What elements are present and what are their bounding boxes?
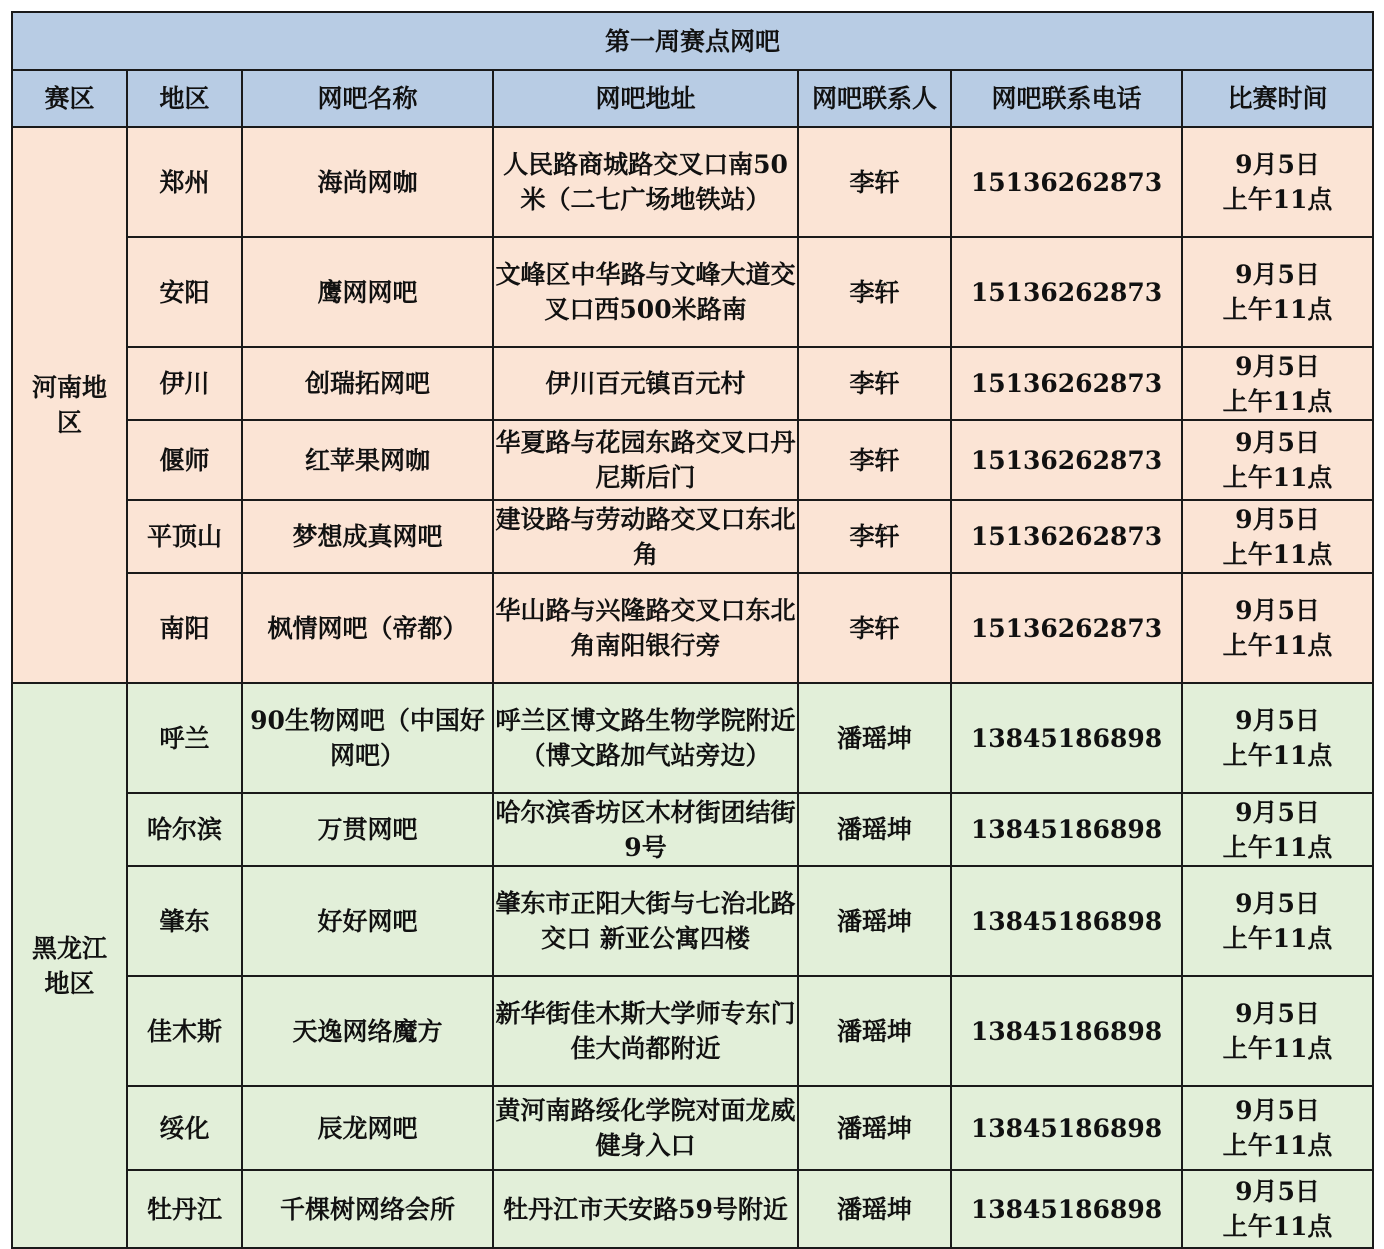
table-title: 第一周赛点网吧	[12, 12, 1373, 70]
phone-cell: 15136262873	[951, 127, 1182, 237]
contact-cell: 潘瑶坤	[798, 1170, 951, 1248]
address-cell: 哈尔滨香坊区木材街团结街9号	[493, 793, 798, 866]
region-cell: 河南地区	[12, 127, 127, 683]
table-row	[12, 573, 1373, 683]
match-hour: 上午11点	[1222, 1131, 1333, 1160]
match-hour: 上午11点	[1222, 741, 1333, 770]
match-hour: 上午11点	[1222, 386, 1333, 416]
address-cell: 建设路与劳动路交叉口东北角	[493, 500, 798, 573]
area-cell: 伊川	[127, 347, 242, 420]
table-row	[12, 127, 1373, 237]
match-hour: 上午11点	[1222, 832, 1333, 862]
match-time-cell	[1182, 347, 1373, 420]
match-time-cell	[1182, 500, 1373, 573]
address-cell: 新华街佳木斯大学师专东门佳大尚都附近	[493, 976, 798, 1086]
match-hour: 上午11点	[1222, 924, 1333, 953]
table-row	[12, 866, 1373, 976]
area-cell: 安阳	[127, 237, 242, 347]
table-row	[12, 976, 1373, 1086]
match-date: 9月5日	[1235, 150, 1320, 179]
match-time-cell	[1182, 793, 1373, 866]
area-cell: 南阳	[127, 573, 242, 683]
cafe-name-cell: 创瑞拓网吧	[242, 347, 493, 420]
contact-cell: 潘瑶坤	[798, 976, 951, 1086]
cafe-name-cell: 枫情网吧（帝都）	[242, 573, 493, 683]
phone-cell: 15136262873	[951, 500, 1182, 573]
table-row	[12, 1170, 1373, 1248]
area-cell: 偃师	[127, 420, 242, 500]
match-time-cell	[1182, 1086, 1373, 1170]
header-division: 赛区	[12, 70, 127, 127]
match-date: 9月5日	[1235, 1096, 1320, 1125]
phone-cell: 13845186898	[951, 793, 1182, 866]
cafe-name-cell: 90生物网吧（中国好网吧）	[242, 683, 493, 793]
area-cell: 郑州	[127, 127, 242, 237]
phone-cell: 15136262873	[951, 573, 1182, 683]
phone-cell: 13845186898	[951, 1086, 1182, 1170]
match-time-cell	[1182, 866, 1373, 976]
header-contact: 网吧联系人	[798, 70, 951, 127]
match-date: 9月5日	[1235, 351, 1320, 381]
cafe-name-cell: 鹰网网吧	[242, 237, 493, 347]
table-row	[12, 500, 1373, 573]
area-cell: 肇东	[127, 866, 242, 976]
table-row	[12, 1086, 1373, 1170]
address-cell: 肇东市正阳大街与七治北路交口 新亚公寓四楼	[493, 866, 798, 976]
match-time-cell	[1182, 573, 1373, 683]
match-hour: 上午11点	[1222, 463, 1333, 492]
phone-cell: 13845186898	[951, 976, 1182, 1086]
phone-cell: 15136262873	[951, 347, 1182, 420]
address-cell: 黄河南路绥化学院对面龙威健身入口	[493, 1086, 798, 1170]
address-cell: 人民路商城路交叉口南50米（二七广场地铁站）	[493, 127, 798, 237]
match-date: 9月5日	[1235, 428, 1320, 457]
cafe-name-cell: 海尚网咖	[242, 127, 493, 237]
header-phone: 网吧联系电话	[951, 70, 1182, 127]
area-cell: 绥化	[127, 1086, 242, 1170]
header-area: 地区	[127, 70, 242, 127]
match-time-cell	[1182, 127, 1373, 237]
table-row	[12, 420, 1373, 500]
area-cell: 牡丹江	[127, 1170, 242, 1248]
contact-cell: 李轩	[798, 573, 951, 683]
contact-cell: 李轩	[798, 237, 951, 347]
header-cafe-name: 网吧名称	[242, 70, 493, 127]
area-cell: 哈尔滨	[127, 793, 242, 866]
phone-cell: 15136262873	[951, 420, 1182, 500]
address-cell: 呼兰区博文路生物学院附近（博文路加气站旁边）	[493, 683, 798, 793]
match-hour: 上午11点	[1222, 1034, 1333, 1063]
venue-table	[11, 11, 1374, 1249]
match-date: 9月5日	[1235, 504, 1320, 534]
match-date: 9月5日	[1235, 999, 1320, 1028]
address-cell: 牡丹江市天安路59号附近	[493, 1170, 798, 1248]
phone-cell: 13845186898	[951, 1170, 1182, 1248]
cafe-name-cell: 万贯网吧	[242, 793, 493, 866]
match-date: 9月5日	[1235, 797, 1320, 827]
table-row	[12, 683, 1373, 793]
match-hour: 上午11点	[1222, 185, 1333, 214]
match-time-cell	[1182, 1170, 1373, 1248]
region-cell: 黑龙江地区	[12, 683, 127, 1248]
address-cell: 华山路与兴隆路交叉口东北角南阳银行旁	[493, 573, 798, 683]
contact-cell: 潘瑶坤	[798, 683, 951, 793]
match-time-cell	[1182, 237, 1373, 347]
area-cell: 呼兰	[127, 683, 242, 793]
header-address: 网吧地址	[493, 70, 798, 127]
match-date: 9月5日	[1235, 1177, 1320, 1206]
table-row	[12, 347, 1373, 420]
cafe-name-cell: 好好网吧	[242, 866, 493, 976]
contact-cell: 潘瑶坤	[798, 1086, 951, 1170]
table-row	[12, 237, 1373, 347]
contact-cell: 李轩	[798, 500, 951, 573]
address-cell: 文峰区中华路与文峰大道交叉口西500米路南	[493, 237, 798, 347]
header-time: 比赛时间	[1182, 70, 1373, 127]
address-cell: 伊川百元镇百元村	[493, 347, 798, 420]
contact-cell: 李轩	[798, 420, 951, 500]
phone-cell: 13845186898	[951, 683, 1182, 793]
match-time-cell	[1182, 976, 1373, 1086]
match-time-cell	[1182, 683, 1373, 793]
phone-cell: 15136262873	[951, 237, 1182, 347]
match-hour: 上午11点	[1222, 539, 1333, 569]
cafe-name-cell: 辰龙网吧	[242, 1086, 493, 1170]
cafe-name-cell: 梦想成真网吧	[242, 500, 493, 573]
contact-cell: 李轩	[798, 347, 951, 420]
match-date: 9月5日	[1235, 596, 1320, 625]
table-row	[12, 793, 1373, 866]
contact-cell: 潘瑶坤	[798, 793, 951, 866]
match-hour: 上午11点	[1222, 1212, 1333, 1241]
phone-cell: 13845186898	[951, 866, 1182, 976]
area-cell: 平顶山	[127, 500, 242, 573]
match-hour: 上午11点	[1222, 631, 1333, 660]
match-time-cell	[1182, 420, 1373, 500]
address-cell: 华夏路与花园东路交叉口丹尼斯后门	[493, 420, 798, 500]
match-date: 9月5日	[1235, 706, 1320, 735]
contact-cell: 李轩	[798, 127, 951, 237]
match-date: 9月5日	[1235, 260, 1320, 289]
cafe-name-cell: 天逸网络魔方	[242, 976, 493, 1086]
area-cell: 佳木斯	[127, 976, 242, 1086]
cafe-name-cell: 红苹果网咖	[242, 420, 493, 500]
cafe-name-cell: 千棵树网络会所	[242, 1170, 493, 1248]
match-hour: 上午11点	[1222, 295, 1333, 324]
match-date: 9月5日	[1235, 889, 1320, 918]
contact-cell: 潘瑶坤	[798, 866, 951, 976]
